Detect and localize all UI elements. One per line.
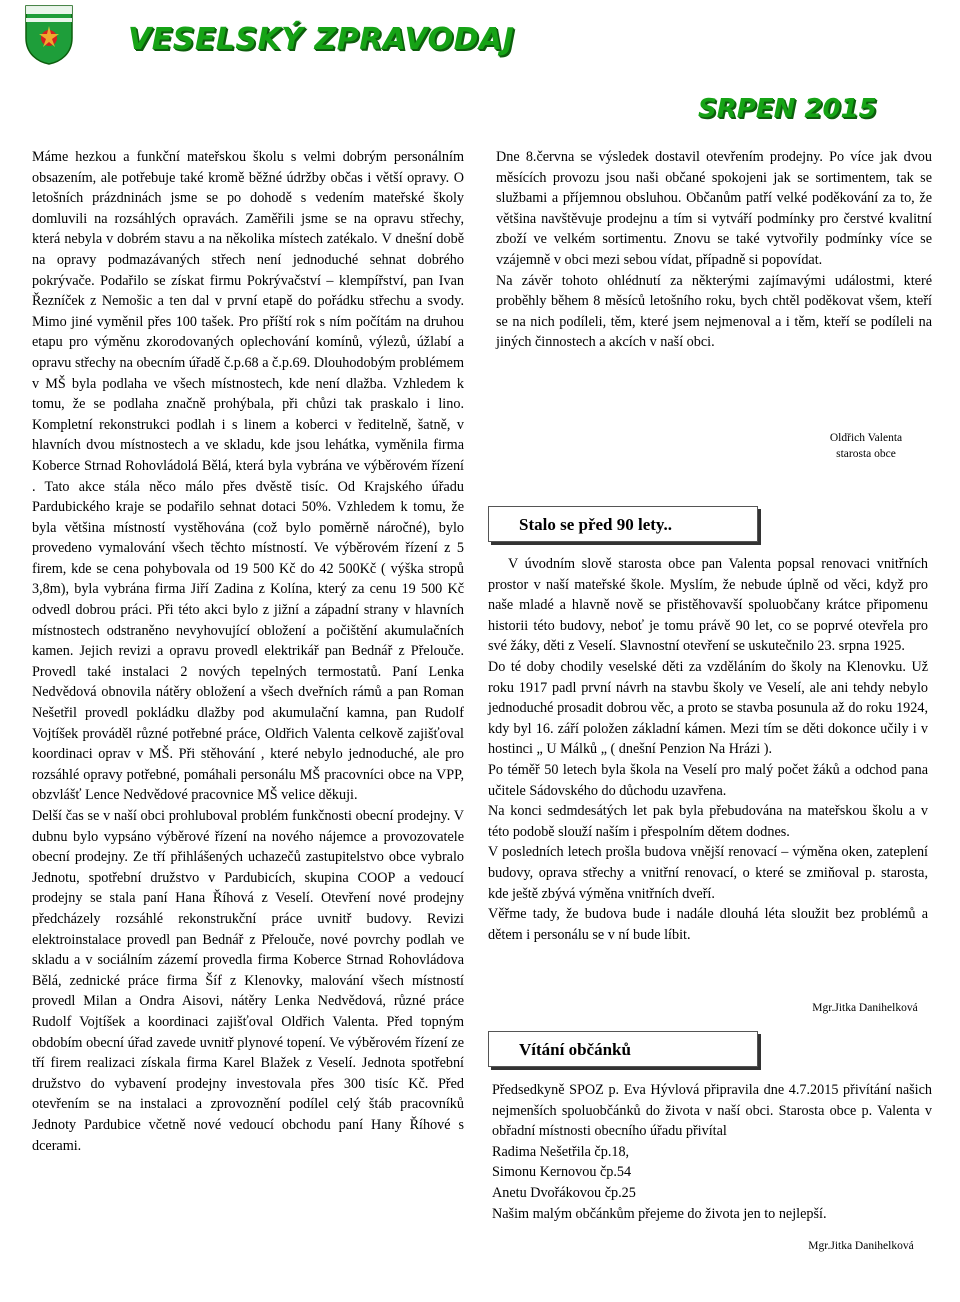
welcome-child: Anetu Dvořákovou čp.25 xyxy=(492,1184,636,1201)
issue-date: SRPEN 2015 xyxy=(698,94,877,124)
welcome-child: Radima Nešetřila čp.18, xyxy=(492,1143,630,1160)
welcome-heading: Vítání občánků xyxy=(488,1031,758,1067)
welcome-section xyxy=(492,1080,932,1224)
history-paragraph: Do té doby chodily veselské děti za vzděláním do školy na Klenovku. Už roku 1917 padl první návrh na stavbu školy ve Veselí, ale ani tehdy nebylo jednoduché prosadit dobrou věc, a proto se stavba posunula až do roku 1924, kdy byl 16. září položen základní kámen. Mezi tím se děti dokonce učily i v hostinci „ U Málků „ ( dnešní Penzion Na Hrázi ). xyxy=(488,658,928,758)
welcome-paragraph: Předsedkyně SPOZ p. Eva Hývlová připravila dne 4.7.2015 přivítání našich nejmenších spoluobčánků do života v naší obci. Starosta obce p. Valenta v obřadní místnosti obecního úřadu přivítal xyxy=(492,1082,932,1140)
history-paragraph: V posledních letech prošla budova vnější renovací – výměna oken, zateplení budovy, oprava střechy a vnitřní renovací, o které se zmiňoval p. starosta, kde ještě zbývá výměna vnitřních dveří. xyxy=(488,844,928,902)
signature-name: Oldřich Valenta xyxy=(829,432,903,444)
closing-thanks: Na závěr tohoto ohlédnutí za některými zajímavými událostmi, které proběhly během 8 měsíců letošního roku, bych chtěl poděkovat všem, kteří se na nich podíleli, těm, které jsem nejmenoval a i těm, kteří se podíleli na jiných činnostech a akcích v naší obci. xyxy=(496,272,932,351)
shop-article-continued: Dne 8.června se výsledek dostavil otevřením prodejny. Po více jak dvou měsících provozu jsou naši občané spokojeni jak se sortimentem, tak se službami a příjemnou obsluhou. Občanům patří velké poděkování za to, že většina navštěvuje prodejnu a tím si vytváří podmínky pro čerstvé kvalitní zboží ve velkém sortimentu. Znovu se také vytvořily podmínky více se vzájemně v obci mezi sebou vídat, případně si popovídat. xyxy=(496,149,932,268)
history-signature: Mgr.Jitka Danihelková xyxy=(812,1002,918,1014)
welcome-signature: Mgr.Jitka Danihelková xyxy=(808,1240,914,1252)
history-paragraph: Po téměř 50 letech byla škola na Veselí pro malý počet žáků a odchod pana učitele Sádovského do důchodu uzavřena. xyxy=(488,761,928,799)
village-crest-icon xyxy=(24,4,74,66)
welcome-wish: Našim malým občánkům přejeme do života jen to nejlepší. xyxy=(492,1205,827,1222)
right-top-column xyxy=(496,147,932,353)
history-paragraph: Na konci sedmdesátých let pak byla přebudována na mateřskou školu a v této podobě slouží naším i přespolním dětem dodnes. xyxy=(488,803,928,840)
welcome-child: Simonu Kernovou čp.54 xyxy=(492,1164,632,1181)
mayor-signature xyxy=(806,430,926,462)
signature-role: starosta obce xyxy=(836,448,896,460)
newsletter-title: VESELSKÝ ZPRAVODAJ xyxy=(128,22,515,57)
history-paragraph: Věřme tady, že budova bude i nadále dlouhá léta sloužit bez problémů a dětem i personálu se v ní bude líbit. xyxy=(488,906,928,943)
history-paragraph: V úvodním slově starosta obce pan Valenta popsal renovaci vnitřních prostor v naší mateřské škole. Myslím, že nebude úplně od věci, když pro naše mladé a hlavně nově se přistěhovavší spoluobčany krátce připomenu historii této budovy, neboť je tomu právě 90 let, co se poprvé otevřela pro své žáky, děti z Veselí. Slavnostní otevření se uskutečnilo 23. srpna 1925. xyxy=(488,556,928,655)
kindergarten-article: Máme hezkou a funkční mateřskou školu s velmi dobrým personálním obsazením, ale potřebuje také kromě běžné údržby občas i větší opravy. O letošních prázdninách jsme se po dohodě s vedením mateřské školy domluvili na rozsáhlých opravách. Zaměřili jsme se na opravu střechy, která nebyla v dobrém stavu a na několika místech zatékalo. V dnešní době na opravy podmazávaných střech není jednoduché sehnat dobrého pokrývače. Podařilo se získat firmu Pokrývačství – klempířství, pan Ivan Řezníček z Nemošic a ten dal v první etapě do pořádku střechu a svody. Mimo jiné vyměnil přes 100 tašek. Pro příští rok s ním počítám na druhou etapu pro výměnu zkorodovaných oplechování komínů, výlezů, úžlabí a opravu střechy na obecním úřadě č.p.68 a č.p.69. Dlouhodobým problémem v MŠ byla podlaha ve všech místnostech, kde není dlažba. Vzhledem k tomu, že se podlaha značně prohýbala, při chůzi tak praskalo i lino. Kompletní rekonstrukci podlah i s linem a koberci v ředitelně, šatně, v hlavních dvou místnostech a ve skladu, kde jsou lehátka, vyměnila firma Koberce Strnad Rohovládolá Bělá, která byla vybrána ve výběrovém řízení . Tato akce stála něco málo přes dvěstě tisíc. Od Krajského úřadu Pardubického kraje se podařilo sehnat dotaci 50%. Vzhledem k tomu, že byla většina místností vystěhována (což bylo poměrně náročné), bylo provedeno vymalování všech těchto místností. Ve výběrovém řízení z 5 firem, kde se cena pohybovala od 19 500 Kč do 42 500Kč ( výška stropů 3,8m), byla vybrána firma Jiří Zadina z Kolína, který za cenu 19 500 Kč odvedl dobrou práci. Při této akci bylo z jižní a západní strany v hlavních místnostech odstraněno nevyhovující obložení a počištění akumulačních kamen. Jejich revizi a opravu provedl elektrikář pan Bednář z Přelouče. Provedl také instalaci 2 nových tepelných termostatů. Paní Lenka Nedvědová obnovila nátěry obložení a všech dveřních rámů a pan Roman Nešetřil provedl pokládku dlažby pod akumulační kamna, pan Rudolf Vojtíšek prováděl různé potřebné práce, Oldřich Valenta celkově zajišťoval koordinaci oprav v MŠ. Při stěhování , které nebylo jednoduché, ale pro rozsáhlé opravy potřebné, pomáhali personálu MŠ pracovníci obce na VPP, obzvlášť Lence Nedvědové pracovnice MŠ velice děkuji. xyxy=(32,149,464,804)
shop-article: Delší čas se v naší obci prohluboval problém funkčnosti obecní prodejny. V dubnu bylo vypsáno výběrové řízení na nového nájemce a provozovatele obecní prodejny. Ze tří přihlášených uchazečů zastupitelstvo obce vybralo Jednotu, spotřební družstvo v Pardubicích, skupina COOP a vedoucí prodejny se stala paní Hana Říhová z Veselí. Otevření nové prodejny předcházely rozsáhlé rekonstrukční práce uvnitř budovy. Revizi elektroinstalace provedl pan Bednář z Přelouče, nové povrchy podlah ve skladu a v sociálním zázemí provedla firma Koberce Strnad Rohovládova Bělá, zednické práce firma Šíf z Klenovky, malování všech místností provedl Milan a Ondra Aisovi, nátěry Lenka Nedvědová, různé práce Rudolf Vojtíšek a koordinaci zajišťoval Oldřich Valenta. Před topným obdobím obecní úřad zavede uvnitř plynové topení. Ve výběrovém řízení ze tří firem realizaci získala firma Karel Blažek z Veselí. Jednota spotřební družstvo do vybavení prodejny investovala přes 300 tisíc Kč. Před otevřením se na instalaci a zprovoznění podílel celý štáb pracovníků Jednoty Pardubice včetně nové vedoucí obchodu paní Hany Říhové s dcerami. xyxy=(32,808,464,1154)
history-section xyxy=(488,554,928,945)
left-column xyxy=(32,147,464,1156)
history-heading: Stalo se před 90 lety.. xyxy=(488,506,758,542)
